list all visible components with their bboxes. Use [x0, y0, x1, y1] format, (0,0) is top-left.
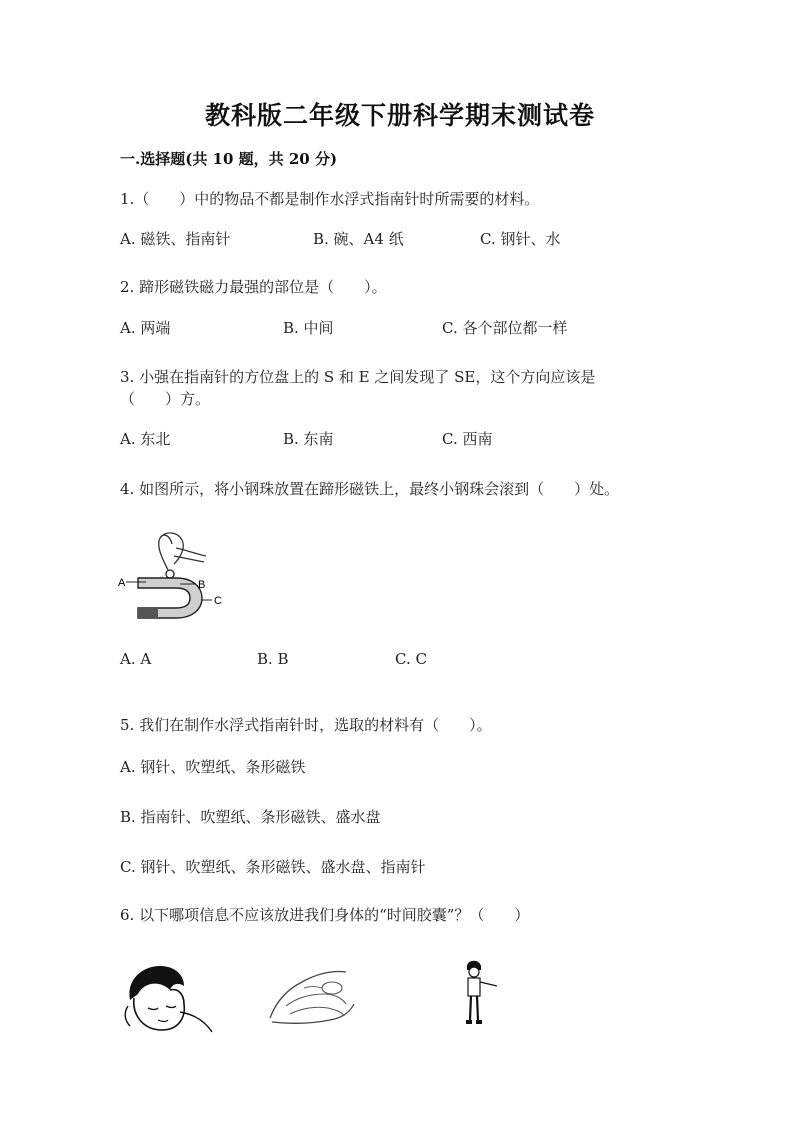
baby-shoulder — [180, 1012, 212, 1032]
sleeping-baby-picture — [120, 960, 216, 1036]
steel-ball — [166, 570, 174, 578]
baby-eye-left — [148, 1008, 158, 1010]
question-1-stem: 1.（ ）中的物品不都是制作水浮式指南针时所需要的材料。 — [120, 190, 540, 208]
finger-curve-1 — [286, 994, 346, 1006]
question-6-stem: 6. 以下哪项信息不应该放进我们身体的“时间胶囊”？（ ） — [120, 906, 530, 924]
boy-leg-left — [470, 996, 471, 1020]
baby-mouth — [158, 1020, 168, 1022]
finger-crease — [304, 987, 322, 989]
question-3-option-c: C. 西南 — [442, 430, 493, 448]
question-2-option-a: A. 两端 — [120, 319, 171, 337]
boy-standing-picture — [455, 958, 505, 1030]
finger-curve-2 — [290, 1007, 344, 1016]
small-hand — [322, 982, 342, 994]
magnet-pole-dark — [138, 608, 158, 618]
figure-label-b: B — [198, 579, 206, 591]
boy-body — [468, 978, 480, 996]
boy-shoe-right — [476, 1020, 482, 1024]
question-5-option-b: B. 指南针、吹塑纸、条形磁铁、盛水盘 — [120, 808, 381, 826]
baby-hair — [129, 966, 184, 1000]
hands-picture — [266, 962, 358, 1028]
page-title: 教科版二年级下册科学期末测试卷 — [204, 101, 595, 130]
question-5-option-c: C. 钢针、吹塑纸、条形磁铁、盛水盘、指南针 — [120, 858, 426, 876]
question-3-stem-line-1: 3. 小强在指南针的方位盘上的 S 和 E 之间发现了 SE，这个方向应该是 — [120, 368, 596, 386]
horseshoe-magnet-figure — [116, 528, 226, 648]
question-3-stem-line-2: （ ）方。 — [120, 390, 211, 408]
boy-shoe-left — [466, 1020, 472, 1024]
question-1-option-b: B. 碗、A4 纸 — [313, 230, 404, 248]
question-4-option-c: C. C — [395, 650, 427, 668]
section-heading: 一.选择题(共 10 题，共 20 分) — [120, 150, 338, 168]
baby-ear — [125, 1006, 130, 1026]
figure-label-c: C — [214, 595, 222, 607]
hand-drawing — [159, 535, 172, 570]
baby-eye-right — [166, 1006, 176, 1008]
question-4-stem: 4. 如图所示，将小钢珠放置在蹄形磁铁上，最终小钢珠会滚到（ ）处。 — [120, 480, 620, 498]
question-4-option-a: A. A — [120, 650, 152, 668]
question-5-option-a: A. 钢针、吹塑纸、条形磁铁 — [120, 758, 306, 776]
question-1-option-a: A. 磁铁、指南针 — [120, 230, 231, 248]
boy-leg-right — [477, 996, 478, 1020]
question-3-option-a: A. 东北 — [120, 430, 171, 448]
boy-arm — [480, 982, 497, 986]
question-2-stem: 2. 蹄形磁铁磁力最强的部位是（ ）。 — [120, 278, 387, 296]
hand-outline-upper — [270, 971, 346, 1018]
question-2-option-b: B. 中间 — [283, 319, 334, 337]
question-5-stem: 5. 我们在制作水浮式指南针时，选取的材料有（ ）。 — [120, 716, 492, 734]
baby-face — [134, 990, 185, 1030]
question-3-option-b: B. 东南 — [283, 430, 334, 448]
question-1-option-c: C. 钢针、水 — [480, 230, 561, 248]
figure-label-a: A — [118, 577, 126, 589]
question-4-option-b: B. B — [257, 650, 289, 668]
boy-head — [469, 967, 479, 977]
question-2-option-c: C. 各个部位都一样 — [442, 319, 568, 337]
